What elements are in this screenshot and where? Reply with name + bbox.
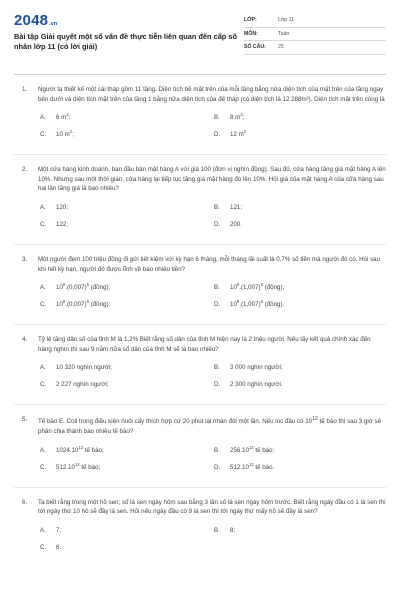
option-text: 200.	[230, 220, 243, 228]
superscript: 5	[86, 282, 89, 288]
superscript: 12	[74, 461, 80, 467]
option-letter: C.	[40, 381, 47, 389]
answer-option[interactable]	[38, 111, 212, 124]
answer-options	[38, 444, 386, 474]
option-text: $10^8.(1,007)^5$ (đồng);	[230, 282, 285, 292]
question-text: Một người đem 100 triệu đồng đi gửi tiết kiệm với kỳ hạn 6 tháng, mỗi tháng lãi suất là 0,7% số tiền mà người đó có. Hỏi sau khi hết kỳ hạn, người đó được lĩnh về bao nhiêu tiền?	[38, 255, 381, 273]
answer-option[interactable]	[38, 218, 212, 231]
question-text: Tế bào E. Coli trong điều kiện nuôi cấy thích hợp cứ 20 phút lại nhân đôi một lần. Nếu lúc đầu có $10^{12}$ tế bào thì sau 3 giờ sẽ phân chia thành bao nhiêu tế bào?	[38, 416, 382, 435]
option-text: $10^8.(0,007)^5$ (đồng);	[56, 282, 111, 292]
option-text: 8 $m^2$;	[230, 112, 245, 122]
option-text: 7;	[56, 526, 62, 534]
answer-options	[38, 201, 386, 231]
question-3	[14, 255, 386, 324]
site-logo[interactable]	[14, 12, 244, 29]
answer-option[interactable]	[38, 541, 212, 554]
superscript: 8	[62, 282, 66, 288]
question-4	[14, 335, 386, 404]
option-text: 2 227 nghìn người;	[56, 381, 109, 389]
option-letter: B.	[214, 114, 220, 122]
meta-label: SỐ CÂU:	[244, 44, 266, 51]
option-text: 121;	[230, 203, 243, 211]
superscript: 12	[248, 444, 254, 450]
document-title: Bài tập Giải quyết một số vấn đề thực tiễn liên quan đến cấp số nhân lớp 11 (có lời giải)	[14, 32, 238, 51]
answer-option[interactable]	[212, 378, 386, 391]
answer-option[interactable]	[212, 201, 386, 214]
option-letter: A.	[40, 526, 46, 534]
meta-row-subject	[244, 28, 386, 42]
question-number: 4.	[22, 336, 28, 344]
superscript: 5	[260, 282, 263, 288]
question-number: 2.	[22, 166, 28, 174]
question-divider	[14, 244, 386, 245]
question-5	[14, 415, 386, 486]
meta-label: MÔN:	[244, 30, 258, 37]
question-number: 1.	[22, 86, 28, 93]
answer-option[interactable]	[38, 378, 212, 391]
answer-option[interactable]	[212, 444, 386, 457]
meta-value: Lớp 11	[278, 17, 294, 24]
option-text: 12 $m^2$	[230, 129, 247, 139]
question-number: 5.	[22, 416, 28, 424]
option-text: $10^8.(1,007)^6$ (đồng).	[230, 299, 285, 309]
question-body	[38, 335, 386, 404]
question-body	[38, 415, 386, 486]
answer-option[interactable]	[212, 218, 386, 231]
superscript: 2	[240, 112, 243, 118]
superscript: 6	[86, 299, 89, 305]
question-list	[14, 85, 386, 567]
superscript: 13	[248, 461, 254, 467]
question-6	[14, 498, 386, 567]
answer-option[interactable]	[212, 524, 386, 537]
logo-suffix: .vn	[49, 21, 58, 27]
answer-option[interactable]	[38, 444, 212, 457]
question-number: 6.	[22, 498, 28, 506]
option-letter: C.	[40, 463, 47, 471]
answer-option[interactable]	[38, 524, 212, 537]
option-text: 6 $m^2$;	[56, 112, 71, 122]
option-letter: D.	[214, 220, 221, 228]
option-letter: A.	[40, 446, 46, 454]
answer-option[interactable]	[38, 361, 212, 374]
option-letter: B.	[214, 526, 220, 534]
option-text: 2 300 nghìn người.	[230, 381, 283, 389]
answer-option[interactable]	[38, 461, 212, 474]
superscript: 8	[62, 299, 66, 305]
option-text: 8;	[230, 526, 236, 534]
option-letter: D.	[214, 131, 221, 139]
answer-options	[38, 111, 386, 141]
option-letter: A.	[40, 114, 46, 122]
option-text: $10^8.(0,007)^6$ (đồng);	[56, 299, 111, 309]
superscript: 2	[243, 129, 247, 135]
superscript: 8	[236, 282, 240, 288]
meta-value: Toán	[278, 30, 290, 37]
superscript: 12	[78, 444, 84, 450]
title-block	[14, 10, 244, 51]
meta-label: LỚP:	[244, 17, 257, 24]
question-text: Người ta thiết kế một cái tháp gồm 11 tầng. Diện tích bề mặt trên của mỗi tầng bằng nửa diện tích của mặt trên của tầng ngay bên dưới và diện tích mặt trên của tầng 1 bằng nửa diện tích của đế tháp (có diện tích là 12 288m²). Diện tích mặt trên cùng là	[38, 86, 385, 103]
option-letter: C.	[40, 543, 47, 551]
option-text: 10 $m^2$;	[56, 129, 74, 139]
meta-row-class	[244, 14, 386, 28]
question-body	[38, 498, 386, 567]
option-letter: B.	[214, 284, 220, 292]
answer-option[interactable]	[38, 281, 212, 294]
answer-option[interactable]	[212, 298, 386, 311]
option-text: 122;	[56, 220, 69, 228]
option-letter: B.	[214, 364, 220, 372]
header-divider	[14, 74, 386, 75]
option-letter: A.	[40, 364, 46, 372]
answer-option[interactable]	[212, 461, 386, 474]
option-text: 120;	[56, 203, 69, 211]
question-body	[38, 165, 386, 244]
option-text: 3 000 nghìn người;	[230, 364, 283, 372]
option-text: 512.10$^{12}$ tế bào;	[56, 461, 101, 471]
logo-text: 2048	[14, 12, 49, 29]
document-header	[14, 10, 386, 66]
option-letter: B.	[214, 203, 220, 211]
option-letter: A.	[40, 203, 46, 211]
option-letter: D.	[214, 463, 221, 471]
meta-table	[244, 14, 386, 55]
option-letter: C.	[40, 131, 47, 139]
option-letter: C.	[40, 301, 47, 309]
option-letter: B.	[214, 446, 220, 454]
answer-options	[38, 281, 386, 311]
question-number: 3.	[22, 255, 28, 263]
question-1	[14, 85, 386, 154]
option-text: 10 320 nghìn người;	[56, 364, 113, 372]
meta-row-count	[244, 41, 386, 55]
superscript: 8	[236, 299, 240, 305]
superscript: 12	[312, 416, 318, 423]
answer-option[interactable]	[38, 298, 212, 311]
option-text: 1024.10$^{12}$ tế bào;	[56, 444, 104, 454]
answer-options	[38, 361, 386, 391]
question-text: Tỷ lệ tăng dân số của tỉnh M là 1,2% Biết rằng số dân của tỉnh M hiện nay là 2 triệu người. Nếu lấy kết quả chính xác đến hàng nghìn thì sau 9 năm nữa số dân của tỉnh M sẽ là bao nhiêu?	[38, 336, 371, 353]
option-text: 512.10$^{13}$ tế bào.	[230, 461, 275, 471]
option-letter: D.	[214, 381, 221, 389]
superscript: 6	[260, 299, 263, 305]
question-2	[14, 165, 386, 244]
answer-option[interactable]	[212, 111, 386, 124]
question-text: Ta biết rằng trong một hồ sen; số lá sen ngày hôm sau bằng 3 lần số lá sen ngày hôm trước. Biết rằng ngày đầu có 1 lá sen thì tới ngày thứ 10 hồ sẽ đầy lá sen. Hỏi nếu ngày đầu có 9 lá sen thì tới ngày thứ mấy hồ sẽ đầy lá sen?	[38, 498, 386, 516]
answer-options	[38, 524, 386, 554]
question-divider	[14, 487, 386, 488]
option-letter: D.	[214, 301, 221, 309]
answer-option[interactable]	[212, 281, 386, 294]
answer-option[interactable]	[212, 128, 386, 141]
question-divider	[14, 154, 386, 155]
answer-option[interactable]	[38, 201, 212, 214]
question-divider	[14, 404, 386, 405]
superscript: 2	[66, 112, 69, 118]
answer-option[interactable]	[38, 128, 212, 141]
superscript: 2	[69, 129, 73, 135]
answer-option[interactable]	[212, 361, 386, 374]
option-letter: A.	[40, 284, 46, 292]
option-text: 256.10$^{12}$ tế bào;	[230, 444, 275, 454]
meta-value: 25	[278, 44, 284, 51]
question-body	[38, 85, 386, 154]
question-divider	[14, 324, 386, 325]
question-body	[38, 255, 386, 324]
option-letter: C.	[40, 220, 47, 228]
question-text: Một cửa hàng kinh doanh, ban đầu bán mặt hàng A với giá 100 (đơn vị nghìn đồng). Sau đó, cửa hàng tăng giá mặt hàng A lên 10%. Nhưng sau một thời gian, cửa hàng lại tiếp tục tăng giá mặt hàng đó lên 10%. Hỏi giá của mặt hàng A của cửa hàng sau hai lần tăng giá là bao nhiêu?	[38, 166, 386, 193]
option-text: 6.	[56, 543, 62, 551]
